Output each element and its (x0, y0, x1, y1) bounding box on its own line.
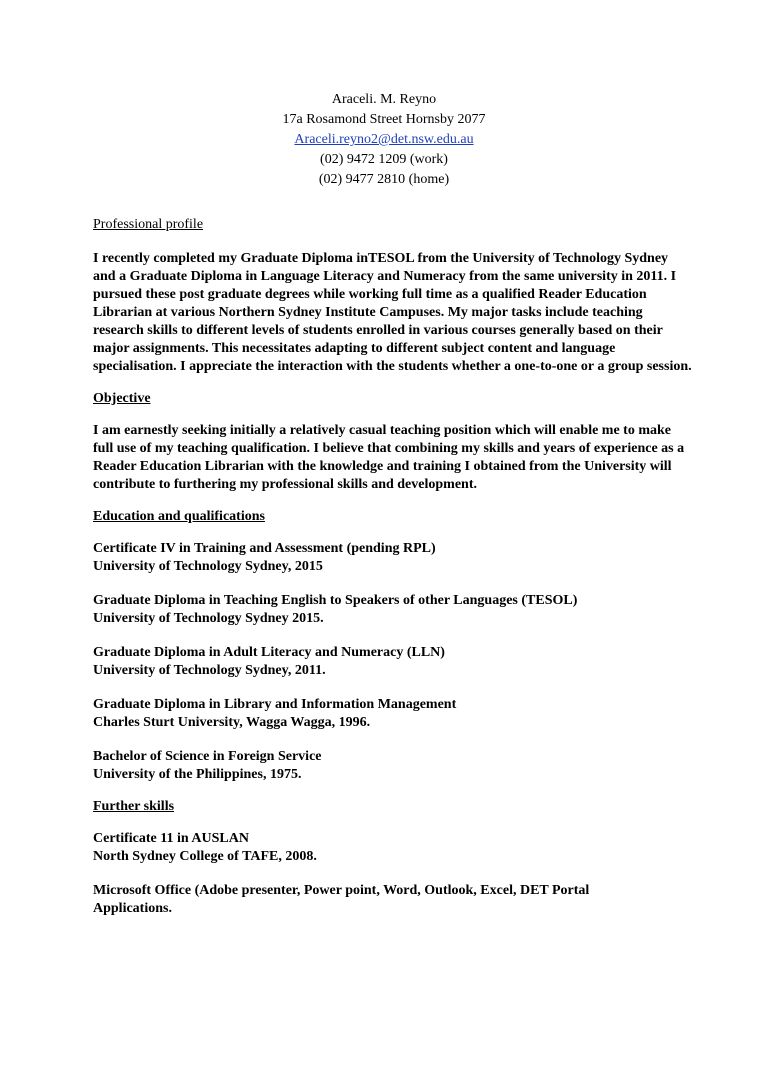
qualification-institution: Charles Sturt University, Wagga Wagga, 1996. (93, 715, 371, 730)
profile-heading: Professional profile (93, 217, 204, 232)
skill-title: Microsoft Office (Adobe presenter, Power point, Word, Outlook, Excel, DET Portal (93, 883, 590, 898)
contact-header (0, 90, 768, 190)
qualification-title: Graduate Diploma in Adult Literacy and Numeracy (LLN) (93, 645, 445, 660)
qualification-institution: University of Technology Sydney, 2011. (93, 663, 326, 678)
objective-text: I am earnestly seeking initially a relatively casual teaching position which will enable me to make full use of my teaching qualification. I believe that combining my skills and years of experience as a Reader Education Librarian with the knowledge and training I obtained from the University will contribute to furthering my professional skills and development. (93, 423, 685, 492)
skill-item (93, 882, 693, 918)
education-item (93, 644, 693, 680)
qualification-institution: University of the Philippines, 1975. (93, 767, 302, 782)
home-phone: (02) 9477 2810 (home) (318, 172, 450, 187)
skill-item (93, 830, 693, 866)
education-item (93, 592, 693, 628)
email-link[interactable]: Araceli.reyno2@det.nsw.edu.au (294, 132, 474, 147)
qualification-title: Graduate Diploma in Library and Information Management (93, 697, 457, 712)
qualification-title: Graduate Diploma in Teaching English to Speakers of other Languages (TESOL) (93, 593, 578, 608)
skills-heading: Further skills (93, 799, 175, 814)
qualification-title: Bachelor of Science in Foreign Service (93, 749, 322, 764)
applicant-name: Araceli. M. Reyno (331, 92, 437, 107)
qualification-title: Certificate IV in Training and Assessment (pending RPL) (93, 541, 436, 556)
qualification-institution: University of Technology Sydney 2015. (93, 611, 324, 626)
education-item (93, 540, 693, 576)
skill-detail: Applications. (93, 901, 172, 916)
profile-text: I recently completed my Graduate Diploma inTESOL from the University of Technology Sydney and a Graduate Diploma in Language Literacy and Numeracy from the same university in 2011. I pursued these post graduate degrees while working full time as a qualified Reader Education Librarian at various Northern Sydney Institute Campuses. My major tasks include teaching research skills to different levels of students enrolled in various courses generally based on their major assignments. This necessitates adapting to different subject content and language specialisation. I appreciate the interaction with the students whether a one-to-one or a group session. (93, 251, 692, 374)
education-item (93, 748, 693, 784)
resume-body (93, 216, 693, 918)
qualification-institution: University of Technology Sydney, 2015 (93, 559, 323, 574)
skill-detail: North Sydney College of TAFE, 2008. (93, 849, 317, 864)
education-item (93, 696, 693, 732)
objective-heading: Objective (93, 391, 151, 406)
skill-title: Certificate 11 in AUSLAN (93, 831, 249, 846)
education-heading: Education and qualifications (93, 509, 265, 524)
street-address: 17a Rosamond Street Hornsby 2077 (282, 112, 486, 127)
work-phone: (02) 9472 1209 (work) (320, 152, 448, 167)
